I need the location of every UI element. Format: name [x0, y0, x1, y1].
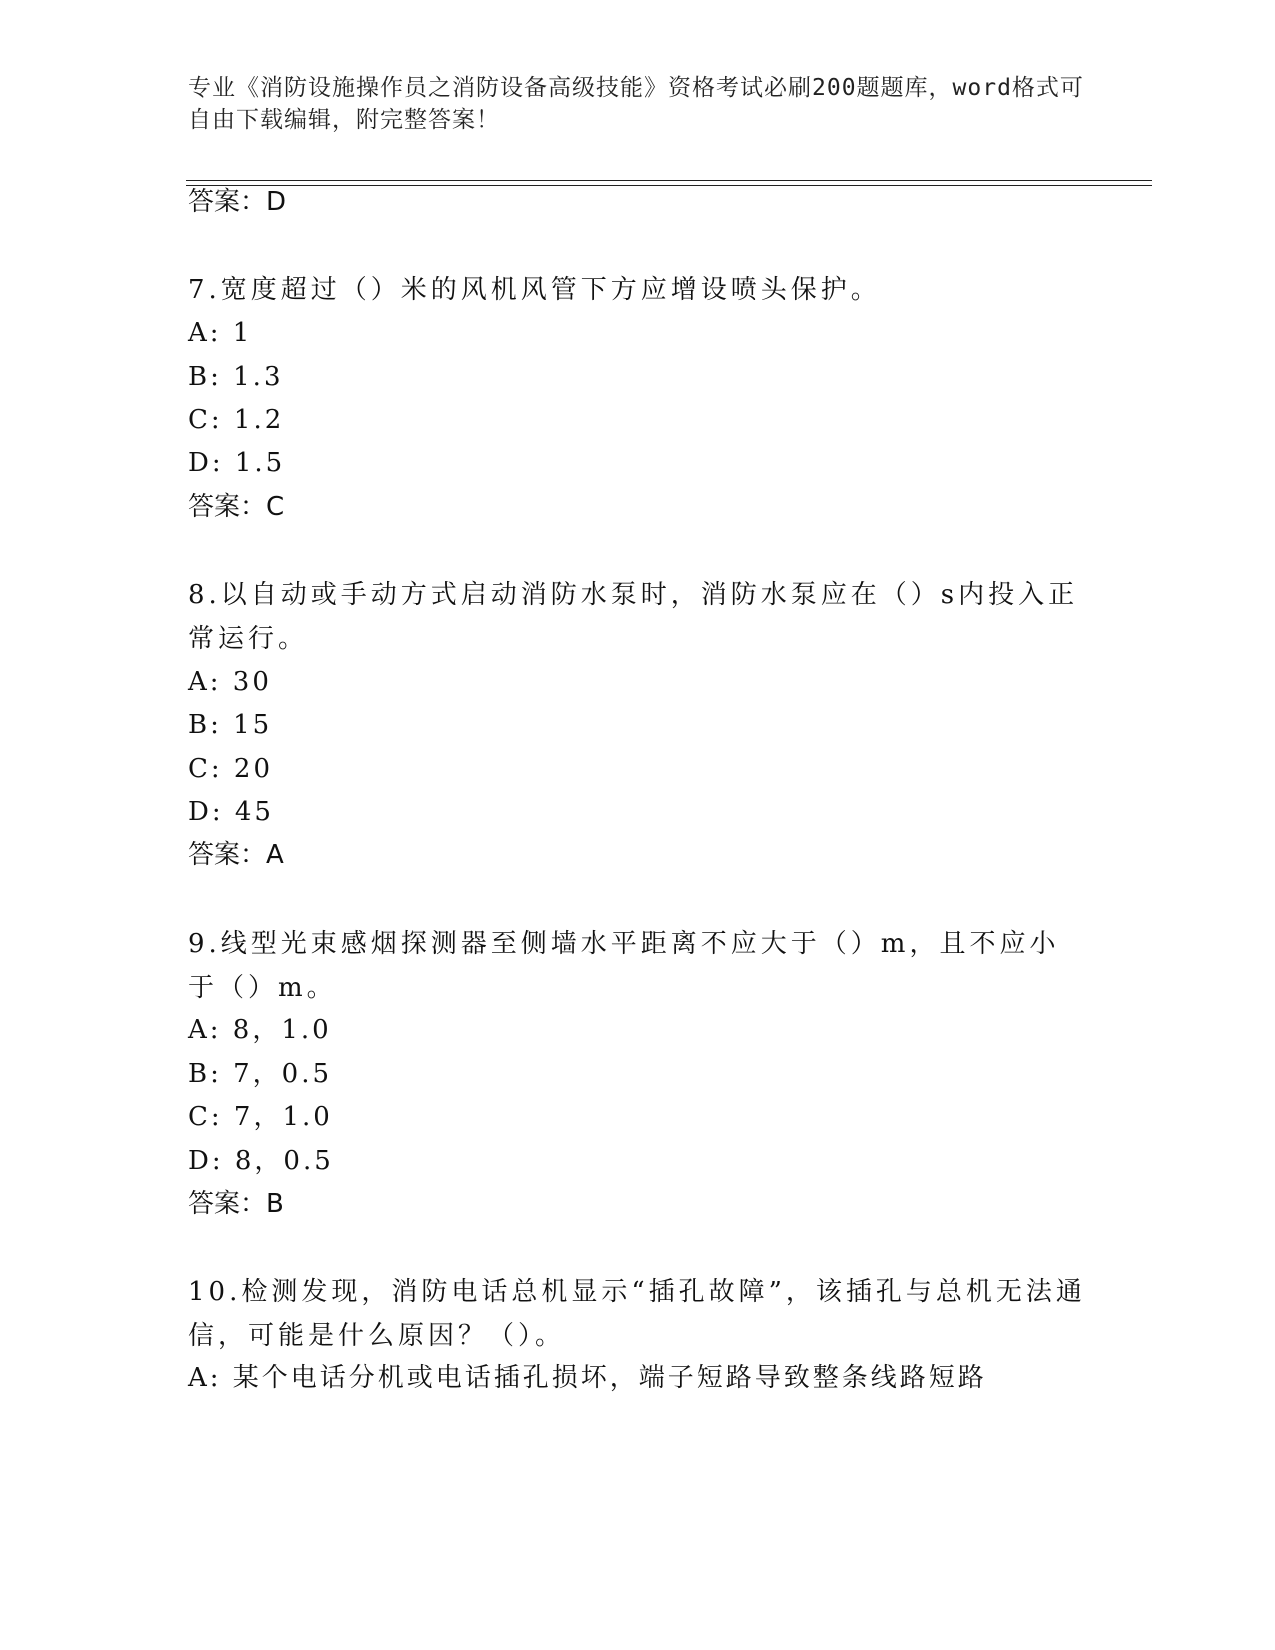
header-rule-bottom [186, 185, 1152, 186]
question-8-option-d: D: 45 [188, 797, 274, 827]
question-10-stem: 10.检测发现，消防电话总机显示“插孔故障”，该插孔与总机无法通信，可能是什么原因？（）。 [188, 1277, 1086, 1351]
question-8-option-a: A: 30 [188, 667, 272, 697]
question-9-option-a: A: 8，1.0 [188, 1015, 332, 1045]
document-header: 专业《消防设施操作员之消防设备高级技能》资格考试必刷200题题库，word格式可自由下载编辑，附完整答案！ [188, 75, 1084, 133]
header-rule-top [186, 180, 1152, 181]
question-9-option-c: C: 7，1.0 [188, 1102, 333, 1132]
question-10-option-a: A: 某个电话分机或电话插孔损坏，端子短路导致整条线路短路 [188, 1363, 987, 1393]
question-7-stem: 7.宽度超过（）米的风机风管下方应增设喷头保护。 [188, 275, 881, 305]
question-9-answer: 答案：B [188, 1189, 284, 1219]
question-9-stem: 9.线型光束感烟探测器至侧墙水平距离不应大于（）m，且不应小于（）m。 [188, 929, 1060, 1003]
question-7-option-a: A: 1 [188, 318, 253, 348]
question-9-option-b: B: 7，0.5 [188, 1059, 333, 1089]
question-7-answer: 答案：C [188, 492, 285, 522]
question-7-option-d: D: 1.5 [188, 448, 286, 478]
previous-answer: 答案：D [188, 187, 287, 217]
question-7-option-c: C: 1.2 [188, 405, 285, 435]
question-8-option-c: C: 20 [188, 754, 274, 784]
question-8-option-b: B: 15 [188, 710, 273, 740]
question-9-option-d: D: 8，0.5 [188, 1146, 334, 1176]
question-7-option-b: B: 1.3 [188, 362, 284, 392]
question-8-stem: 8.以自动或手动方式启动消防水泵时，消防水泵应在（）s内投入正常运行。 [188, 580, 1079, 654]
question-8-answer: 答案：A [188, 840, 284, 870]
